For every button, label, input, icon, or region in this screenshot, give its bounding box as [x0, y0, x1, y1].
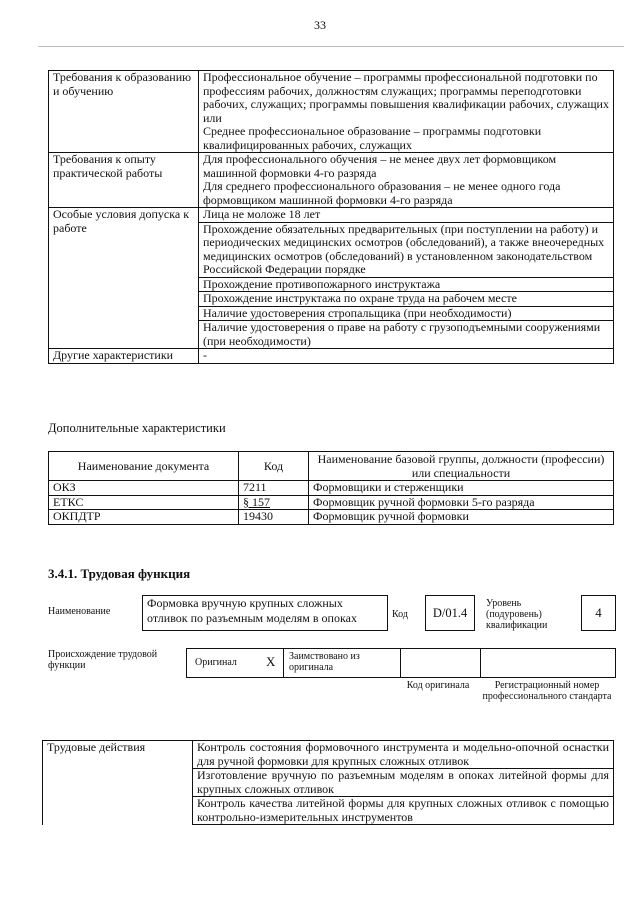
table-row — [49, 71, 614, 153]
table-row — [49, 349, 614, 364]
original-mark: X — [266, 654, 276, 669]
labor-actions-table — [42, 740, 614, 825]
header-rule — [38, 46, 624, 47]
table-cell: 7211 — [239, 481, 309, 496]
requirements-table — [48, 70, 614, 364]
origin-label: Происхождение трудовой функции — [48, 649, 158, 671]
table-cell: ОКЗ — [49, 481, 239, 496]
row-label: Особые условия допуска к работе — [49, 208, 199, 349]
additional-title: Дополнительные характеристики — [48, 421, 226, 435]
table-row — [49, 208, 614, 223]
origin-row — [186, 648, 616, 678]
row-value: Прохождение обязательных предварительных (при поступлении на работу) и периодических медицинских осмотров (обследований), а также внеочередных медицинских осмотров (обследований) в установленном законодательством Российской Федерации порядке — [199, 222, 614, 277]
value-line: Для профессионального обучения – не менее двух лет формовщиком машинной формовки 4-го разряда — [203, 152, 557, 180]
page-number: 33 — [314, 18, 326, 32]
table-row — [49, 495, 614, 510]
name-label: Наименование — [48, 606, 111, 617]
row-value — [199, 153, 614, 208]
row-value: Контроль состояния формовочного инструмента и модельно-опочной оснастки для ручной формовки для крупных сложных отливок — [193, 741, 614, 769]
function-heading: 3.4.1. Трудовая функция — [48, 566, 191, 581]
value-line: Среднее профессиональное образование – программы подготовки квалифицированных рабочих, служащих — [203, 124, 542, 152]
table-cell: ОКПДТР — [49, 510, 239, 525]
reg-number-label: Регистрационный номер профессионального стандарта — [482, 680, 612, 702]
table-row — [49, 153, 614, 208]
table-cell: Формовщики и стерженщики — [309, 481, 614, 496]
row-value: - — [199, 349, 614, 364]
row-label: Трудовые действия — [43, 741, 193, 825]
row-value: Лица не моложе 18 лет — [199, 208, 614, 223]
level-box: 4 — [581, 595, 616, 631]
function-code-box: D/01.4 — [425, 595, 475, 631]
table-row — [49, 481, 614, 496]
code-original-label: Код оригинала — [406, 680, 470, 691]
row-label: Требования к опыту практической работы — [49, 153, 199, 208]
row-value — [199, 71, 614, 153]
table-row — [43, 741, 614, 769]
table-cell: 19430 — [239, 510, 309, 525]
table-row — [49, 510, 614, 525]
column-header: Код — [239, 452, 309, 481]
level-label: Уровень (подуровень) квалификации — [486, 598, 548, 631]
table-cell: § 157 — [239, 495, 309, 510]
function-name-box: Формовка вручную крупных сложных отливок по разъемным моделям в опоках — [142, 595, 388, 631]
original-label: Оригинал — [195, 657, 237, 668]
borrowed-label: Заимствовано из оригинала — [289, 651, 360, 673]
value-line: Для среднего профессионального образования – не менее одного года формовщиком машинной формовки 4-го разряда — [203, 179, 561, 207]
divider — [400, 649, 401, 677]
value-line: или — [203, 110, 222, 125]
code-label: Код — [392, 609, 408, 620]
row-value: Прохождение инструктажа по охране труда на рабочем месте — [199, 292, 614, 307]
column-header: Наименование базовой группы, должности (профессии) или специальности — [309, 452, 614, 481]
table-cell: ЕТКС — [49, 495, 239, 510]
table-cell: Формовщик ручной формовки 5-го разряда — [309, 495, 614, 510]
row-label: Требования к образованию и обучению — [49, 71, 199, 153]
row-value: Наличие удостоверения стропальщика (при необходимости) — [199, 306, 614, 321]
row-value: Контроль качества литейной формы для крупных сложных отливок с помощью контрольно-измерительных инструментов — [193, 797, 614, 825]
table-header-row — [49, 452, 614, 481]
divider — [283, 649, 284, 677]
row-value: Прохождение противопожарного инструктажа — [199, 277, 614, 292]
row-label: Другие характеристики — [49, 349, 199, 364]
divider — [480, 649, 481, 677]
row-value: Наличие удостоверения о праве на работу с грузоподъемными сооружениями (при необходимости) — [199, 321, 614, 349]
value-line: Профессиональное обучение – программы профессиональной подготовки по профессиям рабочих, должностям служащих; программы переподготовки рабочих, служащих; программы повышения квалификации рабочих, служащих — [203, 70, 609, 111]
column-header: Наименование документа — [49, 452, 239, 481]
table-cell: Формовщик ручной формовки — [309, 510, 614, 525]
additional-table — [48, 451, 614, 525]
row-value: Изготовление вручную по разъемным моделям в опоках литейной формы для крупных сложных отливок — [193, 769, 614, 797]
